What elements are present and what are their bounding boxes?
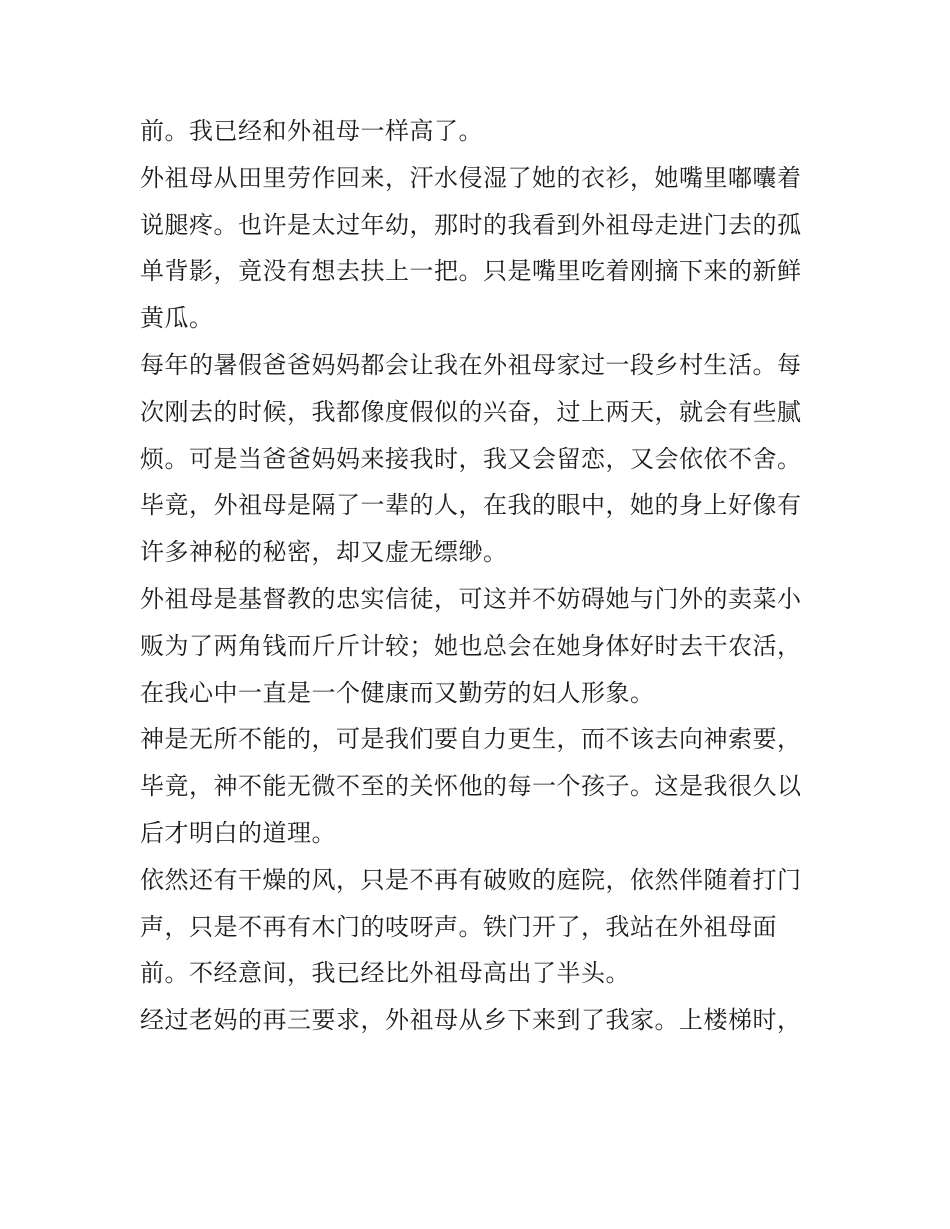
text-line: 前。不经意间，我已经比外祖母高出了半头。 bbox=[140, 959, 630, 988]
text-line: 前。我已经和外祖母一样高了。 bbox=[140, 117, 483, 145]
text-line: 后才明白的道理。 bbox=[140, 818, 336, 847]
text-line: 黄瓜。 bbox=[140, 304, 214, 333]
text-line: 贩为了两角钱而斤斤计较；她也总会在她身体好时去干农活， bbox=[140, 631, 802, 660]
text-line: 声，只是不再有木门的吱呀声。铁门开了，我站在外祖母面 bbox=[140, 912, 777, 941]
body-text bbox=[140, 108, 820, 1044]
text-line: 外祖母是基督教的忠实信徒，可这并不妨碍她与门外的卖菜小 bbox=[140, 584, 802, 613]
text-line: 依然还有干燥的风，只是不再有破败的庭院，依然伴随着打门 bbox=[140, 865, 802, 894]
text-line: 烦。可是当爸爸妈妈来接我时，我又会留恋，又会依依不舍。 bbox=[140, 444, 802, 473]
text-line: 许多神秘的秘密，却又虚无缥缈。 bbox=[140, 538, 508, 567]
text-line: 神是无所不能的，可是我们要自力更生，而不该去向神索要， bbox=[140, 725, 802, 754]
text-line: 在我心中一直是一个健康而又勤劳的妇人形象。 bbox=[140, 678, 655, 707]
text-line: 外祖母从田里劳作回来，汗水侵湿了她的衣衫，她嘴里嘟囔着 bbox=[140, 163, 802, 192]
text-line: 次刚去的时候，我都像度假似的兴奋，过上两天，就会有些腻 bbox=[140, 397, 802, 426]
text-line: 说腿疼。也许是太过年幼，那时的我看到外祖母走进门去的孤 bbox=[140, 210, 802, 239]
text-line: 每年的暑假爸爸妈妈都会让我在外祖母家过一段乡村生活。每 bbox=[140, 350, 802, 379]
text-line: 单背影，竟没有想去扶上一把。只是嘴里吃着刚摘下来的新鲜 bbox=[140, 257, 802, 286]
text-line: 毕竟，神不能无微不至的关怀他的每一个孩子。这是我很久以 bbox=[140, 772, 802, 801]
text-line: 经过老妈的再三要求，外祖母从乡下来到了我家。上楼梯时， bbox=[140, 1006, 802, 1035]
text-line: 毕竟，外祖母是隔了一辈的人，在我的眼中，她的身上好像有 bbox=[140, 491, 802, 520]
